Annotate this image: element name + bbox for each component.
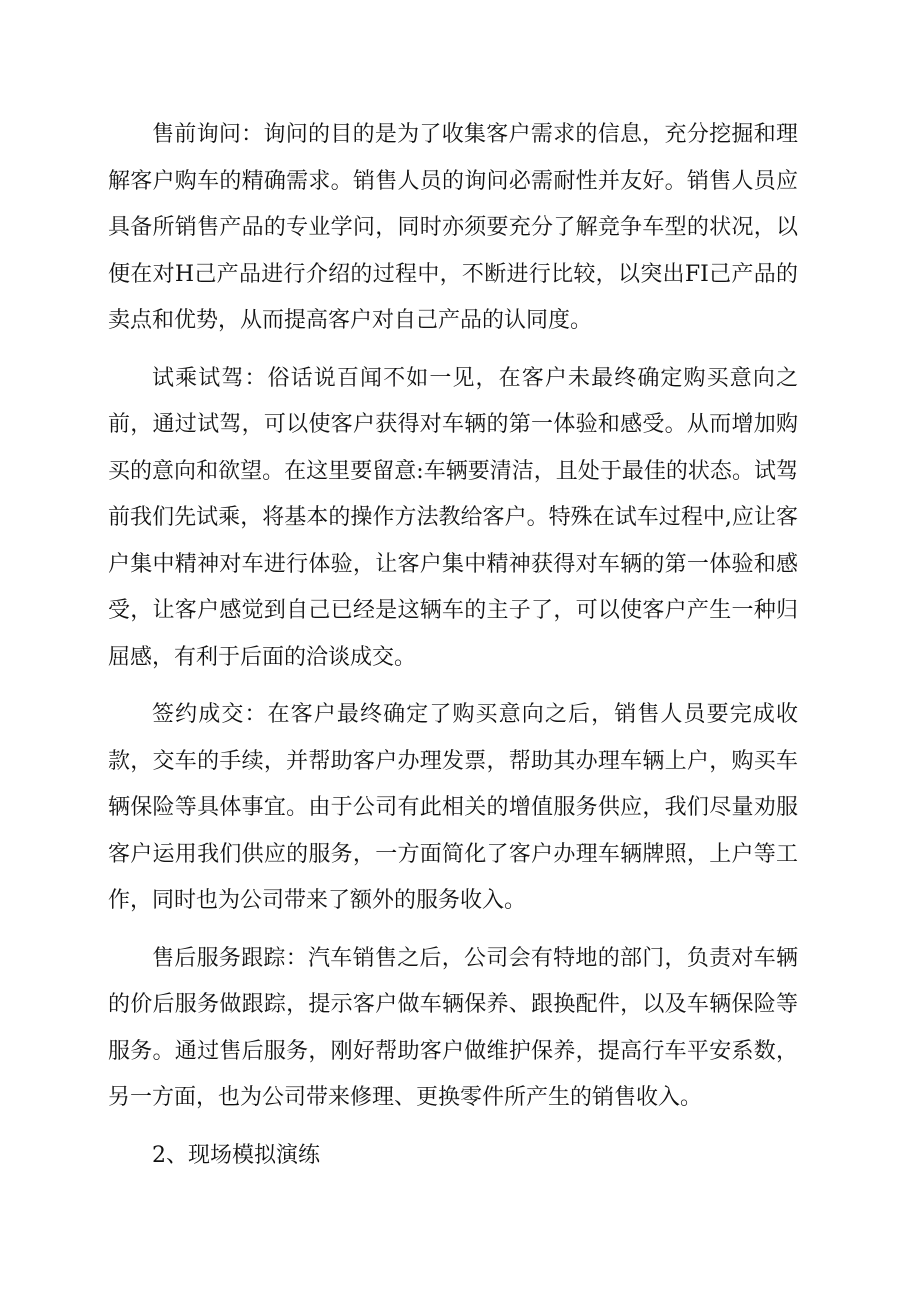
paragraph-contract-signing: 签约成交：在客户最终确定了购买意向之后，销售人员要完成收款，交车的手续，并帮助客户办理发票，帮助其办理车辆上户，购买车辆保险等具体事宜。由于公司有此相关的增值服务供应，我们尽量劝服客户运用我们供应的服务，一方面简化了客户办理车辆牌照，上户等工作，同时也为公司带来了额外的服务收入。	[108, 702, 798, 913]
paragraph-pre-sale-inquiry: 售前询问：询问的目的是为了收集客户需求的信息，充分挖掘和理解客户购车的精确需求。销售人员的询问必需耐性并友好。销售人员应具备所销售产品的专业学问，同时亦须要充分了解竞争车型的状况，以便在对H己产品进行介绍的过程中，不断进行比较，以突出FI己产品的卖点和优势，从而提高客户对自己产品的认同度。	[108, 122, 798, 333]
document-body	[108, 112, 798, 1179]
section-heading: 2、现场模拟演练	[152, 1142, 320, 1168]
paragraph-test-drive: 试乘试驾：俗话说百闻不如一见，在客户未最终确定购买意向之前，通过试驾，可以使客户获得对车辆的第一体验和感受。从而增加购买的意向和欲望。在这里要留意:车辆要清洁，且处于最佳的状态。试驾前我们先试乘，将基本的操作方法教给客户。特殊在试车过程中,应让客户集中精神对车进行体验，让客户集中精神获得对车辆的第一体验和感受，让客户感觉到自己已经是这辆车的主子了，可以使客户产生一种归屈感，有利于后面的洽谈成交。	[108, 365, 798, 670]
paragraph-after-sales-service: 售后服务跟踪：汽车销售之后，公司会有特地的部门，负责对车辆的价后服务做跟踪，提示客户做车辆保养、跟换配件，以及车辆保险等服务。通过售后服务，刚好帮助客户做维护保养，提高行车平安系数，另一方面，也为公司带来修理、更换零件所产生的销售收入。	[108, 945, 798, 1110]
